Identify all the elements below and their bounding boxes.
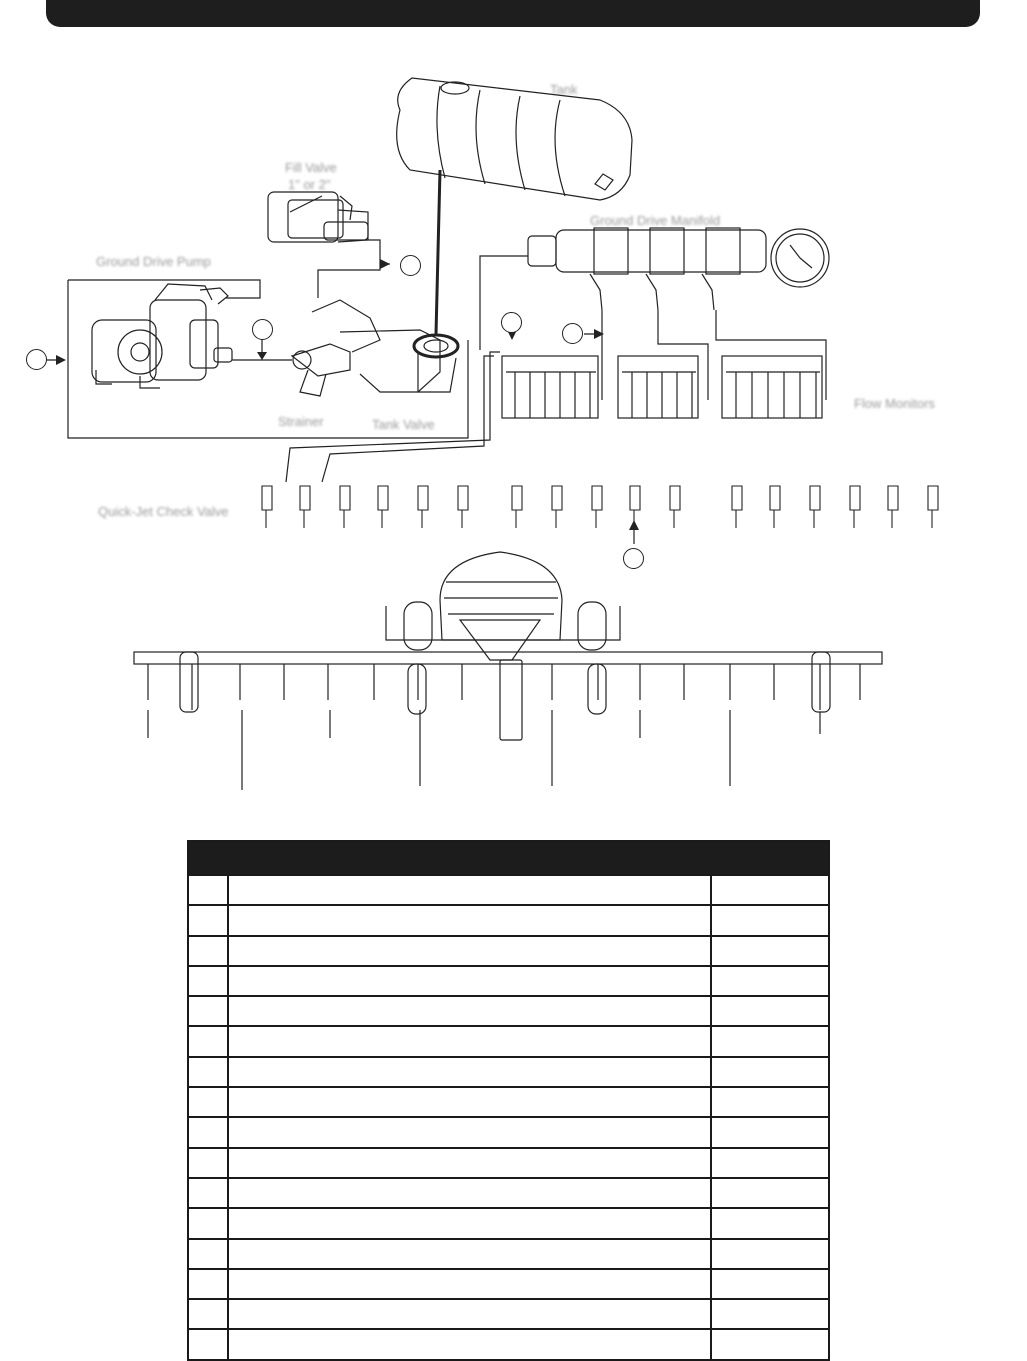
table-cell: [711, 1329, 829, 1359]
table-cell: [711, 1117, 829, 1147]
table-row: [188, 1026, 829, 1056]
table-cell: [711, 936, 829, 966]
table-cell: [711, 1269, 829, 1299]
table-cell: [711, 1148, 829, 1178]
table-cell: [711, 966, 829, 996]
table-cell: [228, 966, 711, 996]
table-row: [188, 1239, 829, 1269]
table-cell: [188, 905, 228, 935]
plumbing-diagram: [0, 40, 1027, 800]
table-cell: [228, 1087, 711, 1117]
table-cell: [711, 1208, 829, 1238]
check-valve-row: [262, 486, 938, 528]
table-cell: [228, 1148, 711, 1178]
sprayer-toolbar-drawing: [134, 552, 882, 740]
manifold-label: Ground Drive Manifold: [590, 213, 721, 228]
table-cell: [188, 1057, 228, 1087]
table-cell: [188, 996, 228, 1026]
table-cell: [711, 996, 829, 1026]
check-valve-label: Quick-Jet Check Valve: [98, 504, 229, 519]
header-cell: [228, 841, 711, 875]
fill-valve-label: Fill Valve: [285, 160, 337, 175]
table-cell: [711, 1026, 829, 1056]
table-cell: [188, 1087, 228, 1117]
table-cell: [711, 1178, 829, 1208]
header-bar: [46, 0, 980, 27]
table-cell: [228, 875, 711, 905]
parts-table: [187, 840, 830, 1361]
fill-valve-size-label: 1" or 2": [288, 177, 331, 192]
table-cell: [228, 1269, 711, 1299]
table-cell: [711, 905, 829, 935]
flow-monitor-label: Flow Monitors: [854, 396, 935, 411]
table-cell: [228, 1026, 711, 1056]
table-row: [188, 1269, 829, 1299]
table-row: [188, 875, 829, 905]
table-cell: [188, 875, 228, 905]
table-cell: [711, 1087, 829, 1117]
table-cell: [228, 1178, 711, 1208]
callout-circle: [252, 319, 273, 340]
table-cell: [188, 1208, 228, 1238]
pump-label: Ground Drive Pump: [96, 254, 211, 269]
header-cell: [711, 841, 829, 875]
header-cell: [188, 841, 228, 875]
table-cell: [228, 1057, 711, 1087]
table-row: [188, 996, 829, 1026]
table-cell: [711, 1299, 829, 1329]
table-row: [188, 1117, 829, 1147]
table-row: [188, 1208, 829, 1238]
tank-label: Tank: [550, 82, 578, 97]
parts-table-header: [188, 841, 829, 875]
table-cell: [188, 1026, 228, 1056]
table-cell: [188, 1148, 228, 1178]
tank-drawing: [397, 78, 632, 200]
table-cell: [228, 1117, 711, 1147]
table-cell: [188, 1117, 228, 1147]
table-row: [188, 905, 829, 935]
table-cell: [228, 1299, 711, 1329]
manifold-drawing: [528, 228, 829, 310]
table-row: [188, 1057, 829, 1087]
callout-circle: [400, 255, 421, 276]
fill-valve-drawing: [268, 192, 368, 242]
table-cell: [228, 1239, 711, 1269]
table-cell: [711, 875, 829, 905]
table-cell: [711, 1239, 829, 1269]
strainer-label: Strainer: [278, 414, 324, 429]
table-cell: [711, 1057, 829, 1087]
table-cell: [188, 966, 228, 996]
table-cell: [188, 1178, 228, 1208]
callout-circle: [26, 349, 47, 370]
strainer-tank-valve-drawing: [292, 300, 458, 396]
table-cell: [228, 996, 711, 1026]
table-cell: [188, 1299, 228, 1329]
table-row: [188, 1178, 829, 1208]
table-row: [188, 1148, 829, 1178]
table-cell: [188, 1239, 228, 1269]
table-row: [188, 1299, 829, 1329]
table-cell: [188, 1329, 228, 1359]
table-cell: [228, 936, 711, 966]
table-cell: [228, 1208, 711, 1238]
callout-circle: [623, 548, 644, 569]
parts-table-body: [188, 875, 829, 1360]
tank-valve-label: Tank Valve: [372, 417, 435, 432]
table-row: [188, 936, 829, 966]
table-cell: [228, 1329, 711, 1359]
table-cell: [228, 905, 711, 935]
pump-drawing: [92, 284, 232, 388]
callout-circle: [562, 323, 583, 344]
table-row: [188, 966, 829, 996]
callout-circle: [501, 312, 522, 333]
table-cell: [188, 1269, 228, 1299]
flow-monitor-banks: [502, 356, 822, 418]
table-row: [188, 1329, 829, 1359]
table-row: [188, 1087, 829, 1117]
table-cell: [188, 936, 228, 966]
